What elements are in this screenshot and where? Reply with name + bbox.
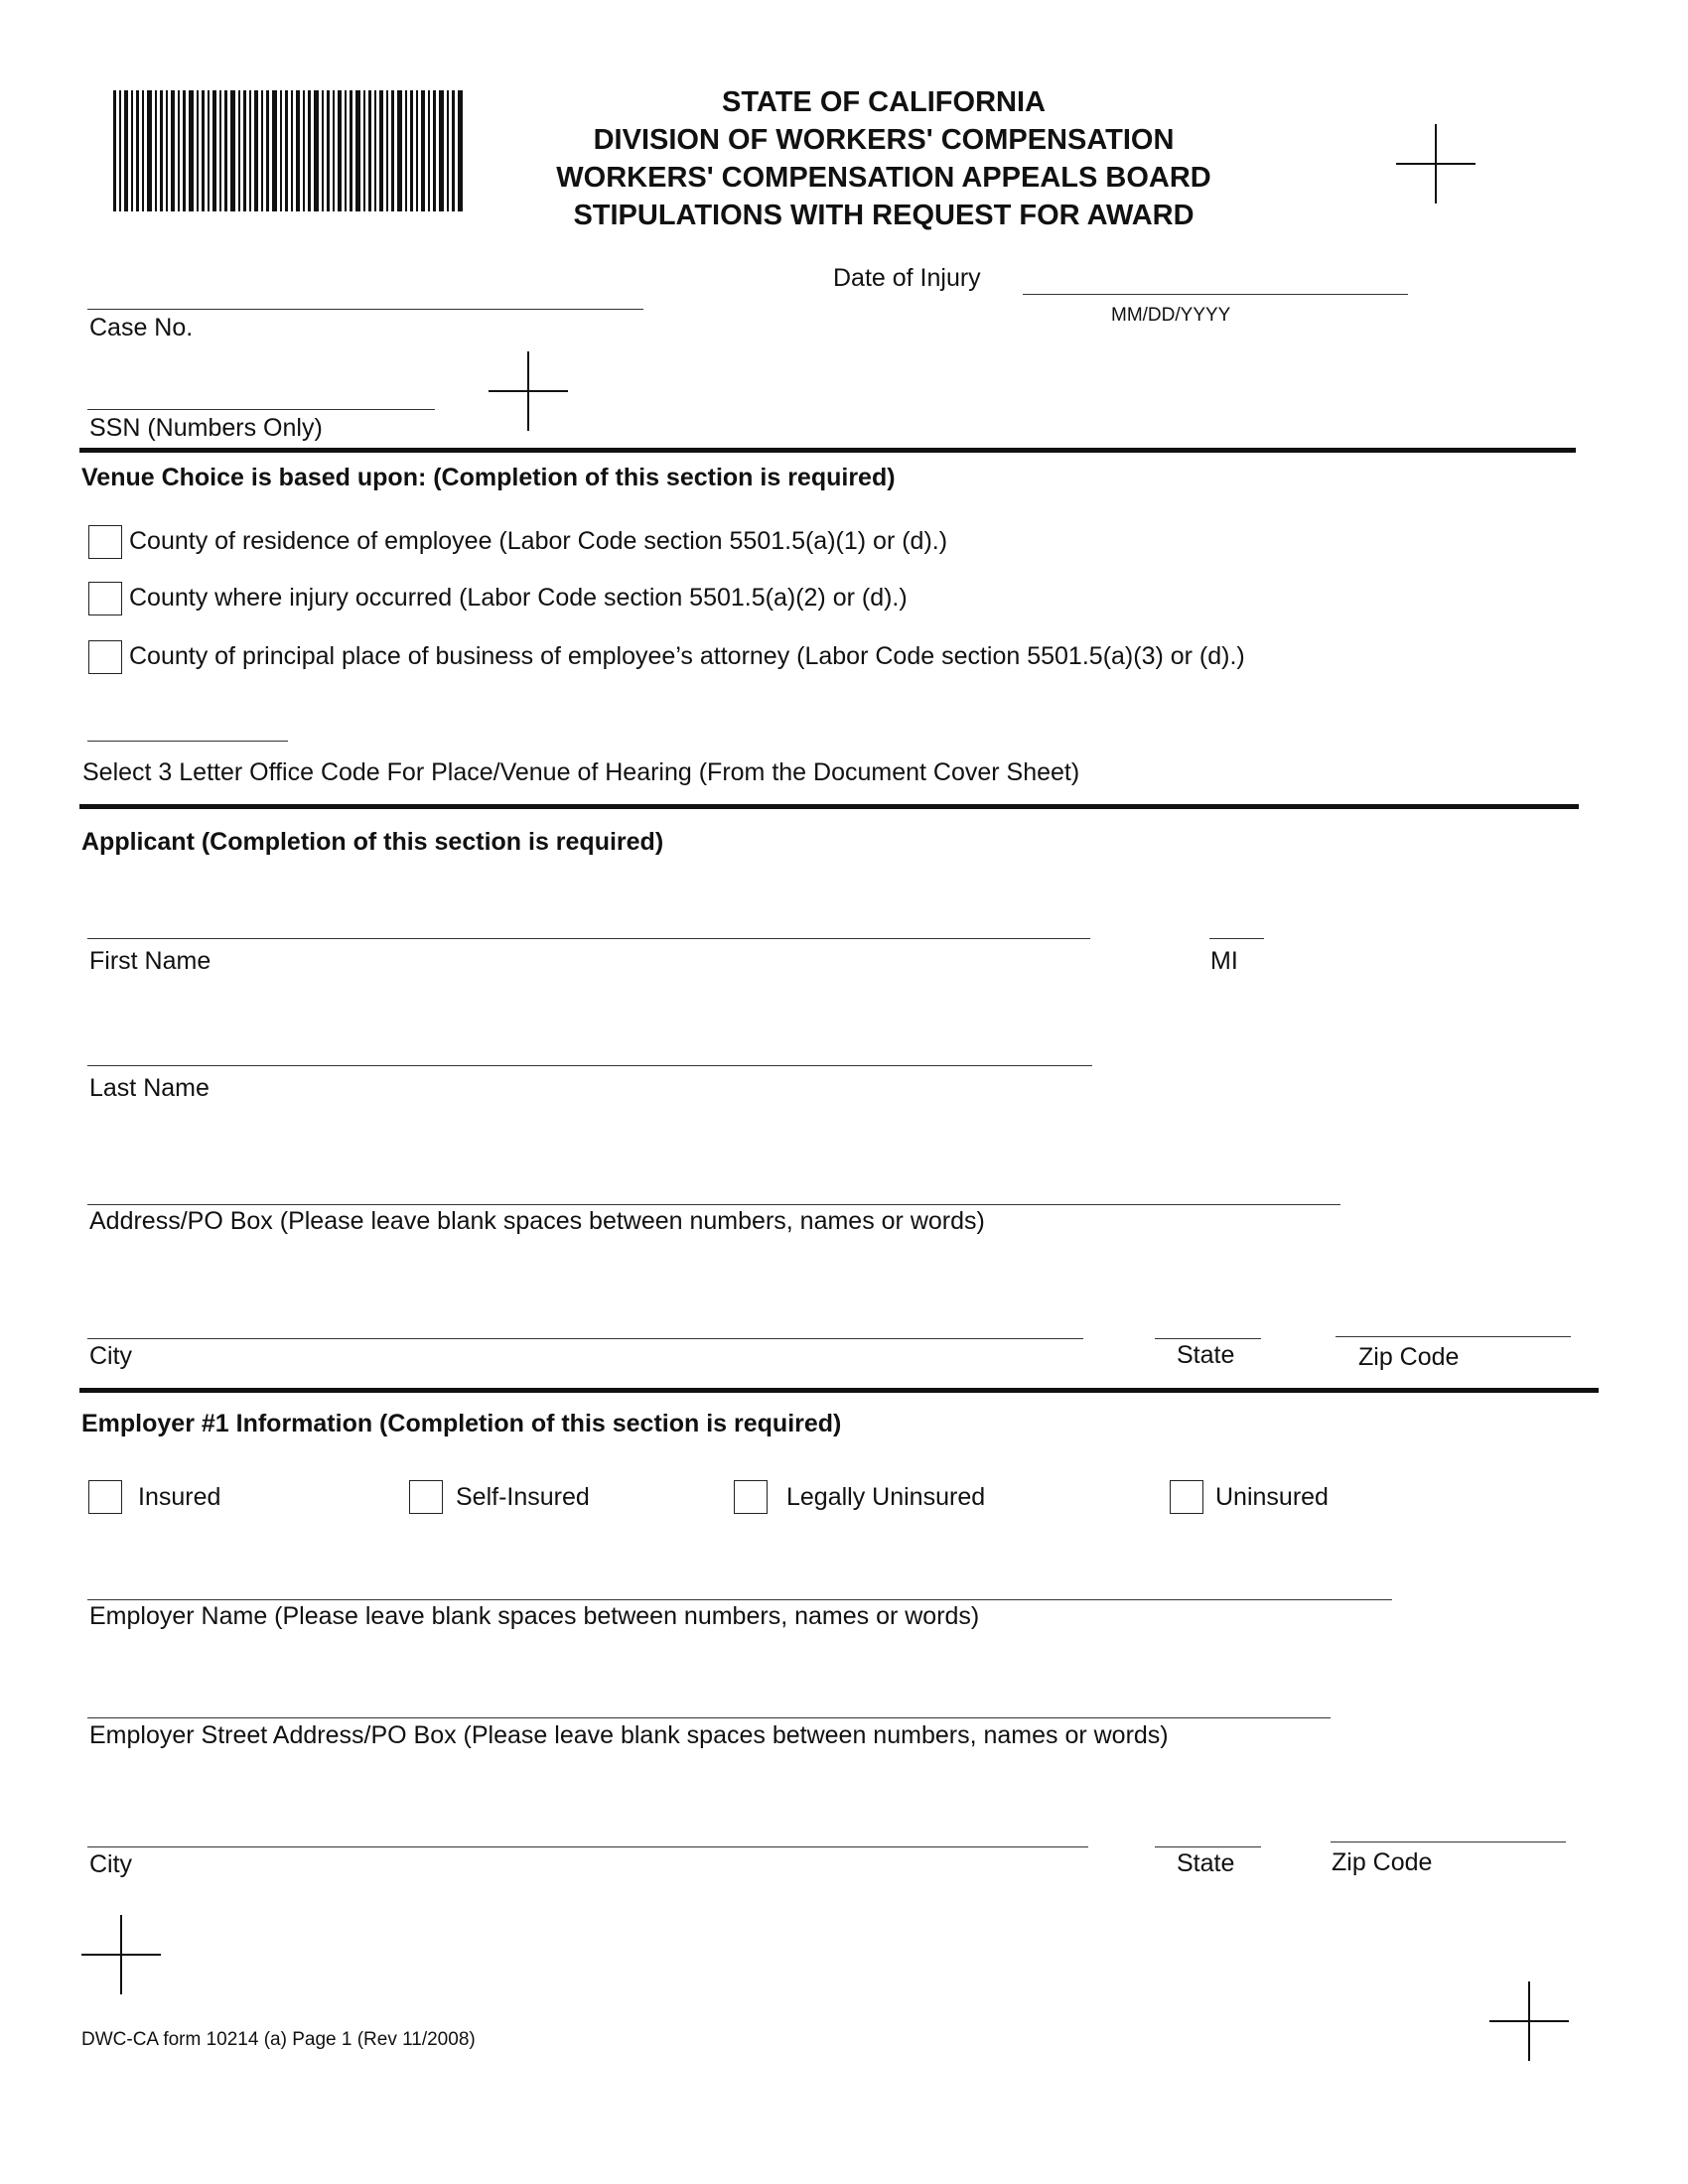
registration-mark-bottom-right xyxy=(1489,1981,1569,2061)
office-code-field[interactable] xyxy=(87,741,288,742)
registration-mark-upper-middle xyxy=(489,351,568,431)
applicant-zip-field[interactable] xyxy=(1336,1336,1571,1337)
section-divider xyxy=(79,448,1576,453)
employer-zip-label: Zip Code xyxy=(1332,1848,1433,1876)
venue-option-injury-location: County where injury occurred (Labor Code section 5501.5(a)(2) or (d).) xyxy=(129,584,908,612)
last-name-field[interactable] xyxy=(87,1065,1092,1066)
title-line-1: STATE OF CALIFORNIA xyxy=(722,86,1046,118)
venue-checkbox-attorney-business[interactable] xyxy=(88,640,122,674)
form-identifier: DWC-CA form 10214 (a) Page 1 (Rev 11/2008) xyxy=(81,2029,476,2050)
employer-heading: Employer #1 Information (Completion of this section is required) xyxy=(81,1410,842,1437)
first-name-label: First Name xyxy=(89,947,211,975)
self-insured-checkbox[interactable] xyxy=(409,1480,443,1514)
venue-option-attorney-business: County of principal place of business of employee’s attorney (Labor Code section 5501.5(a)(3) or (d).) xyxy=(129,642,1245,670)
applicant-state-field[interactable] xyxy=(1155,1338,1261,1339)
uninsured-checkbox[interactable] xyxy=(1170,1480,1203,1514)
insured-label: Insured xyxy=(138,1483,221,1511)
legally-uninsured-label: Legally Uninsured xyxy=(786,1483,986,1511)
applicant-city-field[interactable] xyxy=(87,1338,1083,1339)
employer-name-field[interactable] xyxy=(87,1599,1392,1600)
employer-state-field[interactable] xyxy=(1155,1846,1261,1847)
venue-heading: Venue Choice is based upon: (Completion of this section is required) xyxy=(81,464,896,491)
form-title xyxy=(397,83,1370,234)
mi-field[interactable] xyxy=(1209,938,1264,939)
employer-state-label: State xyxy=(1177,1849,1235,1877)
title-line-4: STIPULATIONS WITH REQUEST FOR AWARD xyxy=(573,200,1195,231)
legally-uninsured-checkbox[interactable] xyxy=(734,1480,768,1514)
title-line-3: WORKERS' COMPENSATION APPEALS BOARD xyxy=(556,162,1211,194)
section-divider xyxy=(79,804,1579,809)
case-no-field[interactable] xyxy=(87,309,643,310)
date-format-hint: MM/DD/YYYY xyxy=(1111,305,1231,326)
mi-label: MI xyxy=(1210,947,1238,975)
office-code-label: Select 3 Letter Office Code For Place/Venue of Hearing (From the Document Cover Sheet) xyxy=(82,758,1080,786)
applicant-state-label: State xyxy=(1177,1341,1235,1369)
ssn-field[interactable] xyxy=(87,409,435,410)
venue-checkbox-residence[interactable] xyxy=(88,525,122,559)
date-of-injury-field[interactable] xyxy=(1023,294,1408,295)
title-line-2: DIVISION OF WORKERS' COMPENSATION xyxy=(593,124,1175,156)
employer-zip-field[interactable] xyxy=(1331,1842,1566,1843)
self-insured-label: Self-Insured xyxy=(456,1483,590,1511)
applicant-address-field[interactable] xyxy=(87,1204,1340,1205)
section-divider xyxy=(79,1388,1599,1393)
registration-mark-bottom-left xyxy=(81,1915,161,1994)
applicant-heading: Applicant (Completion of this section is required) xyxy=(81,828,664,856)
insured-checkbox[interactable] xyxy=(88,1480,122,1514)
ssn-label: SSN (Numbers Only) xyxy=(89,414,323,442)
employer-address-label: Employer Street Address/PO Box (Please leave blank spaces between numbers, names or words) xyxy=(89,1721,1169,1749)
applicant-city-label: City xyxy=(89,1342,133,1370)
venue-option-residence: County of residence of employee (Labor Code section 5501.5(a)(1) or (d).) xyxy=(129,527,948,555)
applicant-zip-label: Zip Code xyxy=(1358,1343,1460,1371)
first-name-field[interactable] xyxy=(87,938,1090,939)
case-no-label: Case No. xyxy=(89,314,194,341)
employer-city-label: City xyxy=(89,1850,133,1878)
last-name-label: Last Name xyxy=(89,1074,210,1102)
venue-checkbox-injury-location[interactable] xyxy=(88,582,122,615)
employer-city-field[interactable] xyxy=(87,1846,1088,1847)
uninsured-label: Uninsured xyxy=(1215,1483,1329,1511)
registration-mark-top-right xyxy=(1396,124,1476,204)
applicant-address-label: Address/PO Box (Please leave blank spaces between numbers, names or words) xyxy=(89,1207,985,1235)
employer-address-field[interactable] xyxy=(87,1717,1331,1718)
employer-name-label: Employer Name (Please leave blank spaces between numbers, names or words) xyxy=(89,1602,980,1630)
date-of-injury-label: Date of Injury xyxy=(833,264,981,292)
